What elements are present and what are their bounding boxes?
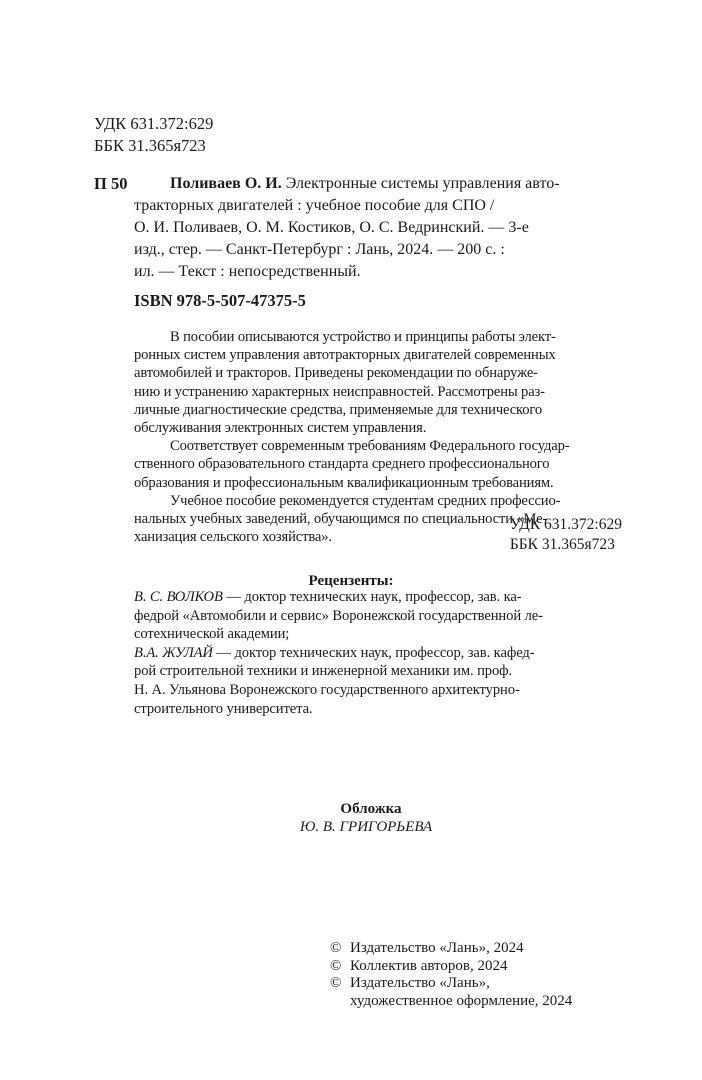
annotation-line: Соответствует современным требованиям Федерального государ- — [170, 438, 570, 455]
cover-designer: Ю. В. ГРИГОРЬЕВА — [299, 819, 433, 835]
udk-block-top — [94, 113, 213, 157]
biblio-line: ил. — Текст : непосредственный. — [134, 263, 361, 280]
author-mark: П 50 — [94, 174, 128, 193]
bbk-code: ББК 31.365я723 — [94, 136, 206, 155]
reviewer-line: рой строительной техники и инженерной механики им. проф. — [134, 663, 513, 680]
reviewer-line: федрой «Автомобили и сервис» Воронежской государственной ле- — [134, 607, 543, 624]
copyright-line-continuation: художественное оформление, 2024 — [350, 992, 573, 1009]
annotation-line: образования и профессиональным квалификационным требованиям. — [134, 474, 554, 491]
reviewer-line: В. С. ВОЛКОВ — доктор технических наук, профессор, зав. ка- — [134, 589, 522, 605]
bibliographic-description — [134, 173, 622, 283]
reviewer-name: В.А. ЖУЛАЙ — [134, 644, 213, 661]
reviewer-line: Н. А. Ульянова Воронежского государственного архитектурно- — [134, 681, 520, 698]
biblio-line: изд., стер. — Санкт-Петербург : Лань, 2024. — 200 с. : — [134, 241, 505, 258]
annotation-line: ронных систем управления автотракторных двигателей современных — [134, 347, 556, 364]
author-name: Поливаев О. И. — [170, 175, 282, 192]
copyright-line: © Издательство «Лань», 2024 — [330, 940, 524, 956]
copyright-icon: © — [330, 975, 342, 991]
copyright-line: © Издательство «Лань», — [330, 975, 490, 991]
reviewer-line: сотехнической академии; — [134, 626, 290, 643]
reviewers-heading: Рецензенты: — [308, 573, 394, 589]
annotation-line: ственного образовательного стандарта среднего профессионального — [134, 456, 550, 473]
copyright-line: © Коллектив авторов, 2024 — [330, 957, 508, 974]
biblio-line: тракторных двигателей : учебное пособие для СПО / — [134, 197, 495, 214]
udk-code: УДК 631.372:629 — [94, 114, 214, 133]
copyright-icon: © — [330, 957, 342, 974]
annotation-line: автомобилей и тракторов. Приведены рекомендации по обнаруже- — [134, 365, 538, 382]
annotation-line: обслуживания электронных систем управления. — [134, 420, 427, 437]
annotation — [134, 328, 622, 546]
annotation-line: нию и устранению характерных неисправностей. Рассмотрены раз- — [134, 383, 545, 400]
annotation-line: Учебное пособие рекомендуется студентам средних профессио- — [170, 492, 561, 509]
biblio-line: Поливаев О. И. Электронные системы управления авто- — [170, 175, 560, 192]
isbn: ISBN 978-5-507-47375-5 — [134, 291, 306, 310]
reviewers-list — [134, 588, 622, 718]
annotation-line: нальных учебных заведений, обучающимся по специальности «Ме- — [134, 511, 548, 528]
copyright-block — [330, 940, 572, 1010]
udk-block-right — [510, 515, 622, 555]
annotation-line: личные диагностические средства, применяемые для технического — [134, 401, 543, 418]
biblio-line: О. И. Поливаев, О. М. Костиков, О. С. Ведринский. — 3-е — [134, 219, 529, 236]
copyright-icon: © — [330, 940, 342, 956]
cover-label: Обложка — [340, 801, 402, 817]
reviewer-line: строительного университета. — [134, 700, 313, 717]
reviewer-line: В.А. ЖУЛАЙ — доктор технических наук, профессор, зав. кафед- — [134, 644, 535, 661]
cover-credit — [0, 800, 702, 836]
bbk-code: ББК 31.365я723 — [509, 536, 615, 553]
reviewer-name: В. С. ВОЛКОВ — [134, 589, 223, 605]
annotation-line: ханизация сельского хозяйства». — [134, 529, 332, 546]
udk-code: УДК 631.372:629 — [509, 516, 622, 533]
annotation-line: В пособии описываются устройство и принципы работы элект- — [170, 329, 556, 345]
